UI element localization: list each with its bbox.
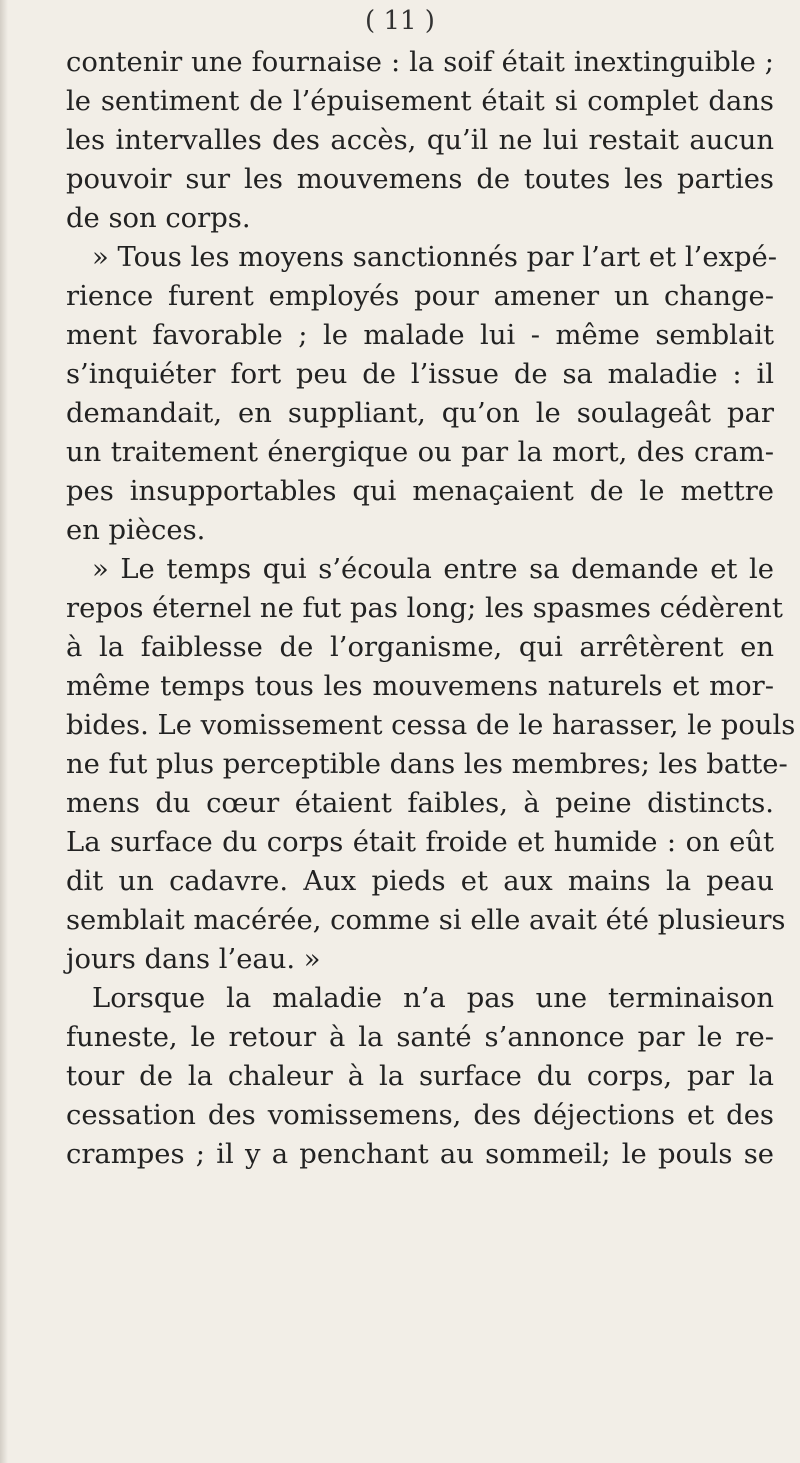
text-line: » Le temps qui s’écoula entre sa demande et le (92, 554, 774, 585)
text-line: Lorsque la maladie n’a pas une terminaison (92, 983, 774, 1014)
text-line: dit un cadavre. Aux pieds et aux mains la peau (66, 866, 774, 897)
text-line: même temps tous les mouvemens naturels et mor- (66, 671, 774, 702)
text-line: funeste, le retour à la santé s’annonce par le re- (66, 1022, 774, 1053)
text-line: La surface du corps était froide et humide : on eût (66, 827, 774, 858)
text-line: contenir une fournaise : la soif était inextinguible ; (66, 47, 774, 78)
text-line: cessation des vomissemens, des déjections et des (66, 1100, 774, 1131)
text-line: mens du cœur étaient faibles, à peine distincts. (66, 788, 774, 819)
text-line: repos éternel ne fut pas long; les spasmes cédèrent (66, 593, 783, 624)
text-line: demandait, en suppliant, qu’on le soulageât par (66, 398, 774, 429)
text-line: le sentiment de l’épuisement était si complet dans (66, 86, 774, 117)
text-line: ment favorable ; le malade lui - même semblait (66, 320, 774, 351)
text-line: pes insupportables qui menaçaient de le mettre (66, 476, 774, 507)
text-line: pouvoir sur les mouvemens de toutes les parties (66, 164, 774, 195)
text-line: tour de la chaleur à la surface du corps, par la (66, 1061, 774, 1092)
text-line: à la faiblesse de l’organisme, qui arrêtèrent en (66, 632, 774, 663)
text-line: » Tous les moyens sanctionnés par l’art et l’expé- (92, 242, 777, 273)
text-line: de son corps. (66, 203, 251, 234)
page-edge-shadow (0, 0, 8, 1463)
text-line: ne fut plus perceptible dans les membres; les batte- (66, 749, 788, 780)
text-line: les intervalles des accès, qu’il ne lui restait aucun (66, 125, 774, 156)
text-line: jours dans l’eau. » (66, 944, 321, 975)
text-line: un traitement énergique ou par la mort, des cram- (66, 437, 774, 468)
text-line: en pièces. (66, 515, 206, 546)
text-line: s’inquiéter fort peu de l’issue de sa maladie : il (66, 359, 774, 390)
text-line: crampes ; il y a penchant au sommeil; le pouls se (66, 1139, 774, 1170)
page-number: ( 11 ) (365, 6, 435, 36)
text-line: semblait macérée, comme si elle avait été plusieurs (66, 905, 786, 936)
text-line: rience furent employés pour amener un change- (66, 281, 774, 312)
text-line: bides. Le vomissement cessa de le harasser, le pouls (66, 710, 796, 741)
